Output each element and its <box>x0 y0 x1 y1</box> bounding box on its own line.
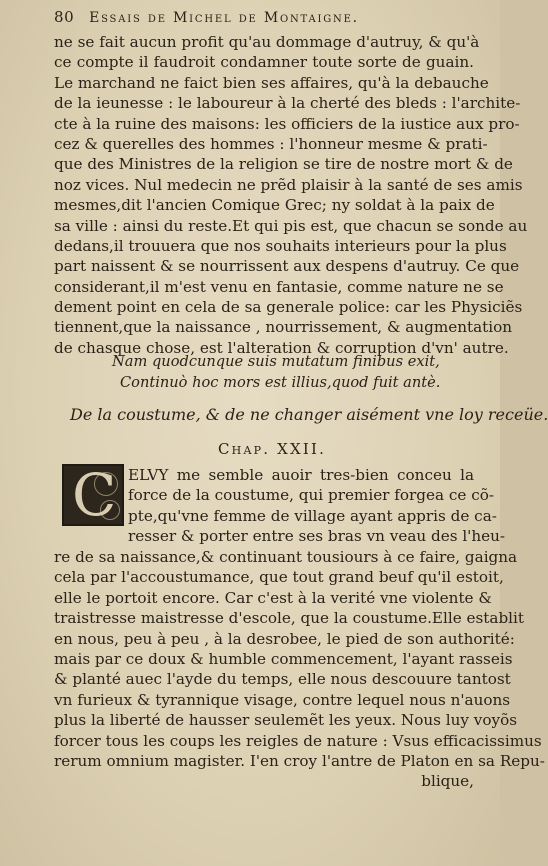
text-line: force de la coustume, qui premier forgea ce cõ- <box>128 486 494 505</box>
page-header <box>54 8 474 26</box>
text-line: pte,qu'vne femme de village ayant appris de ca- <box>128 506 497 525</box>
text-line: blique, <box>421 772 474 791</box>
text-line: sa ville : ainsi du reste.Et qui pis est, que chacun se sonde au <box>54 216 528 235</box>
text-block-3 <box>54 547 545 792</box>
text-line: cte à la ruine des maisons: les officiers de la iustice aux pro- <box>54 114 520 133</box>
text-line: traistresse maistresse d'escole, que la coustume.Elle establit <box>54 609 524 628</box>
text-line: ce compte il faudroit condamner toute sorte de guain. <box>54 53 474 72</box>
drop-cap-initial <box>62 461 124 529</box>
text-line: ne se fait aucun profit qu'au dommage d'autruy, & qu'à <box>54 33 480 51</box>
drop-cap-letter: C <box>72 461 117 529</box>
text-line: rerum omnium magister. I'en croy l'antre de Platon en sa Repu- <box>54 751 545 770</box>
latin-verse-line-1: Nam quodcunque suis mutatum finibus exit, <box>112 353 440 370</box>
text-line: de chasque chose, est l'alteration & corruption d'vn' autre. <box>54 338 509 357</box>
text-line: en nous, peu à peu , à la desrobee, le pied de son authorité: <box>54 629 515 648</box>
text-line: part naissent & se nourrissent aux despens d'autruy. Ce que <box>54 257 520 276</box>
text-line: de la ieunesse : le laboureur à la cherté des bleds : l'archite- <box>54 94 521 113</box>
text-line: ELVY me semble auoir tres-bien conceu la <box>128 466 474 484</box>
chapter-title: De la coustume, & de ne changer aisément vne loy receüe. <box>70 405 548 424</box>
text-line: que des Ministres de la religion se tire de nostre mort & de <box>54 155 513 174</box>
text-line: considerant,il m'est venu en fantasie, comme nature ne se <box>54 277 504 296</box>
text-line: cez & querelles des hommes : l'honneur mesme & prati- <box>54 134 488 153</box>
text-line: vn furieux & tyrannique visage, contre lequel nous n'auons <box>54 690 511 709</box>
text-line: dedans,il trouuera que nos souhaits interieurs pour la plus <box>54 236 507 255</box>
text-line: & planté auec l'ayde du temps, elle nous descouure tantost <box>54 670 511 689</box>
text-line: dement point en cela de sa generale police: car les Physiciẽs <box>54 298 523 317</box>
running-head: Essais de Michel de Montaigne. <box>89 10 359 26</box>
text-line: forcer tous les coups les reigles de nature : Vsus efficacissimus <box>54 731 542 750</box>
page-number: 80 <box>54 8 75 26</box>
text-line: resser & porter entre ses bras vn veau des l'heu- <box>128 527 506 546</box>
text-line: elle le portoit encore. Car c'est à la verité vne violente & <box>54 588 492 607</box>
text-line: mesmes,dit l'ancien Comique Grec; ny soldat à la paix de <box>54 196 495 215</box>
text-line: tiennent,que la naissance , nourrissement, & augmentation <box>54 318 513 337</box>
chapter-number: Chap. XXII. <box>218 440 327 458</box>
text-line: cela par l'accoustumance, que tout grand beuf qu'il estoit, <box>54 568 504 587</box>
text-block-1 <box>54 32 528 358</box>
text-line: re de sa naissance,& continuant tousiours à ce faire, gaigna <box>54 548 518 566</box>
text-line: noz vices. Nul medecin ne prẽd plaisir à la santé de ses amis <box>54 175 523 194</box>
latin-verse-line-2: Continuò hoc mors est illius,quod fuit antè. <box>120 374 441 391</box>
text-line: Le marchand ne faict bien ses affaires, qu'à la debauche <box>54 73 489 92</box>
text-line: plus la liberté de hausser seulemẽt les yeux. Nous luy voyõs <box>54 711 518 730</box>
text-block-2 <box>128 465 506 547</box>
text-line: mais par ce doux & humble commencement, l'ayant rasseis <box>54 649 513 668</box>
